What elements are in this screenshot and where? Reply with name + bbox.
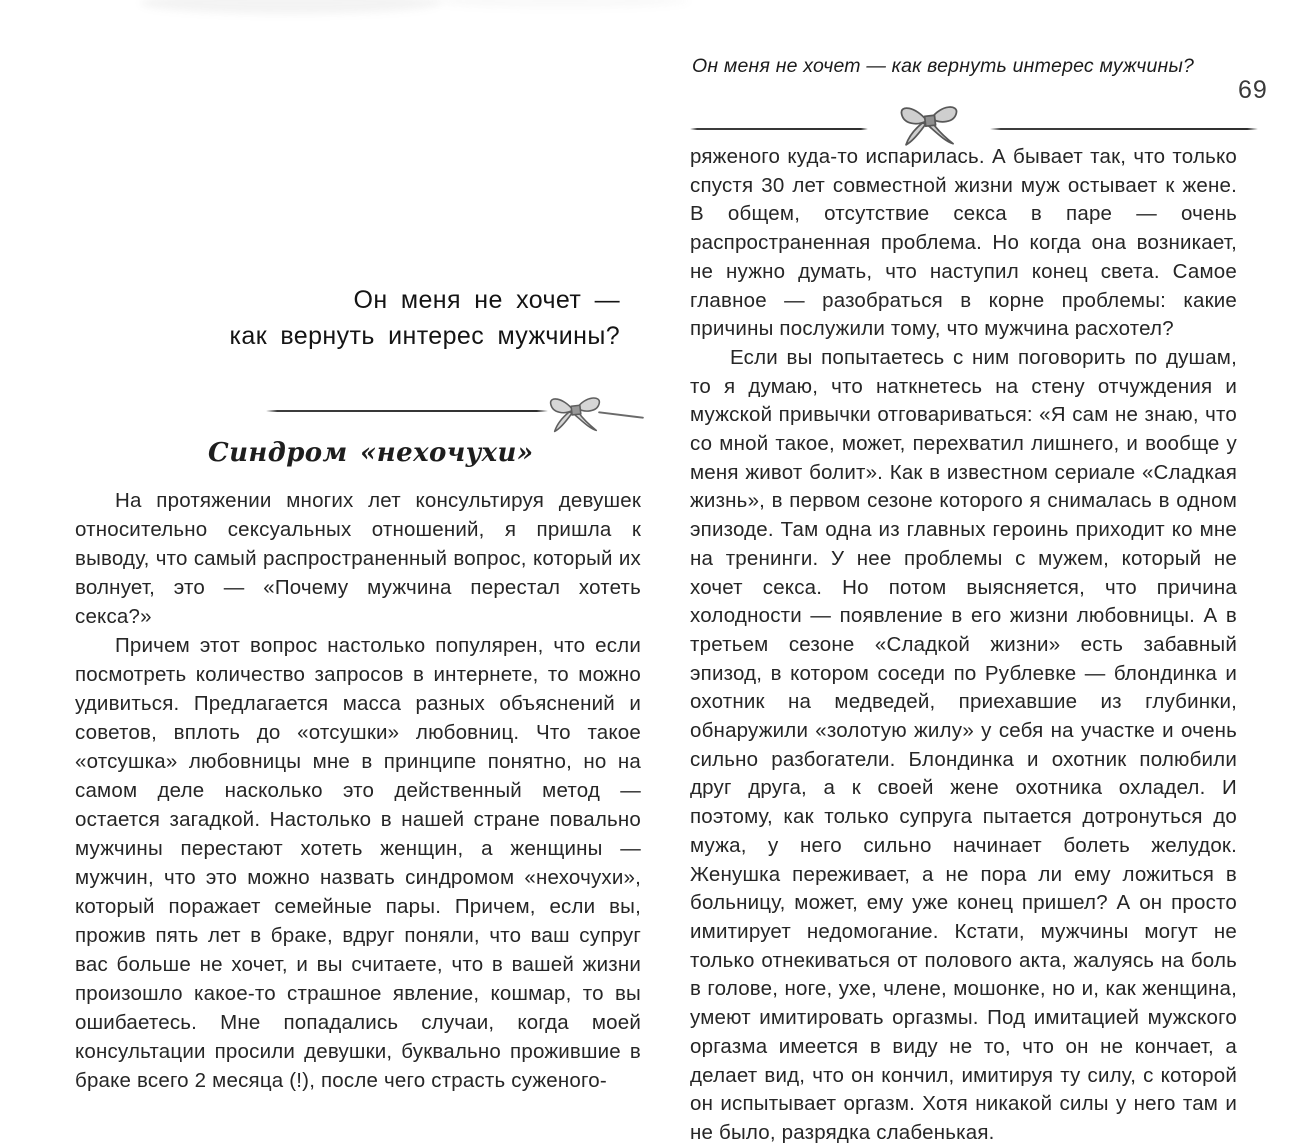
- chapter-title-line1: Он меня не хочет —: [353, 286, 620, 314]
- right-page-body: [690, 143, 1237, 1148]
- divider-rule: [990, 128, 1258, 130]
- running-header: Он меня не хочет — как вернуть интерес мужчины?: [692, 55, 1195, 77]
- paragraph: На протяжении многих лет консультируя девушек относительно сексуальных отношений, я пришла к выводу, что самый распространенный вопрос, который их волнует, это — «Почему мужчина перестал хотеть секса?»: [75, 489, 641, 628]
- page-number: 69: [1238, 76, 1268, 104]
- bow-icon: [544, 390, 606, 436]
- chapter-title-line2: как вернуть интерес мужчины?: [229, 322, 620, 350]
- paragraph: Если вы попытаетесь с ним поговорить по душам, то я думаю, что наткнетесь на стену отчуждения и мужской привычки отговариваться: «Я сам не знаю, что со мной такое, может, перехватил лишнего, и вообще у меня живот болит». Как в известном сериале «Сладкая жизнь», в первом сезоне которого я снималась в одном эпизоде. Там одна из главных героинь приходит ко мне на тренинги. У нее проблемы с мужем, который не хочет секса. Но потом выясняется, что причина холодности — появление в его жизни любовницы. А в третьем сезоне «Сладкой жизни» есть забавный эпизод, в котором соседи по Рублевке — блондинка и охотник на медведей, приехавшие из глубинки, обнаружили «золотую жилу» у себя на участке и очень сильно разбогатели. Блондинка и охотник полюбили друг друга, а к своей жене охотника охладел. И поэтому, как только супруга пытается дотронуться до мужа, у него сильно начинает болеть желудок. Женушка переживает, а не пора ли ему ложиться в больницу, может, ему уже конец пришел? А он просто имитирует недомогание. Кстати, мужчины могут не только отнекиваться от полового акта, жалуясь на боль в голове, ноге, ухе, члене, мошонке, но и, как женщина, умеют имитировать оргазмы. Под имитацией мужского оргазма имеется в виду не то, что он не кончает, а делает вид, что он кончил, имитируя ту силу, с которой он испытывает оргазм. Хотя никакой силы у него там и не было, разрядка слабенькая.: [690, 345, 1237, 1144]
- title-divider: [266, 380, 644, 436]
- left-page-body: [75, 486, 641, 1095]
- divider-rule: [266, 410, 548, 412]
- chapter-title: [75, 282, 620, 354]
- divider-rule: [690, 128, 868, 130]
- paragraph: Причем этот вопрос настолько популярен, что если посмотреть количество запросов в интернете, то можно удивиться. Предлагается масса разных объяснений и советов, вплоть до «отсушки» любовниц. Что такое «отсушка» любовницы мне в принципе понятно, но на самом деле насколько это действенный метод — остается загадкой. Настолько в нашей стране повально мужчины перестают хотеть женщин, а женщины — мужчин, что это можно назвать синдромом «нехочухи», который поражает семейные пары. Причем, если вы, прожив пять лет в браке, вдруг поняли, что ваш супруг вас больше не хочет, и вы считаете, что в вашей жизни произошло какое-то страшное явление, кошмар, то вы ошибаетесь. Мне попадались случаи, когда моей консультации просили девушки, буквально прожившие в браке всего 2 месяца (!), после чего страсть суженого-: [75, 634, 641, 1092]
- section-heading: Синдром «нехочухи»: [208, 438, 534, 468]
- paragraph: ряженого куда-то испарилась. А бывает так, что только спустя 30 лет совместной жизни муж остывает к жене. В общем, отсутствие секса в паре — очень распространенная проблема. Но когда она возникает, не нужно думать, что наступил конец света. Самое главное — разобраться в корне проблемы: какие причины послужили тому, что мужчина расхотел?: [690, 145, 1237, 341]
- scan-smudge: [430, 0, 690, 8]
- scan-smudge: [140, 0, 440, 14]
- header-divider: [690, 96, 1258, 150]
